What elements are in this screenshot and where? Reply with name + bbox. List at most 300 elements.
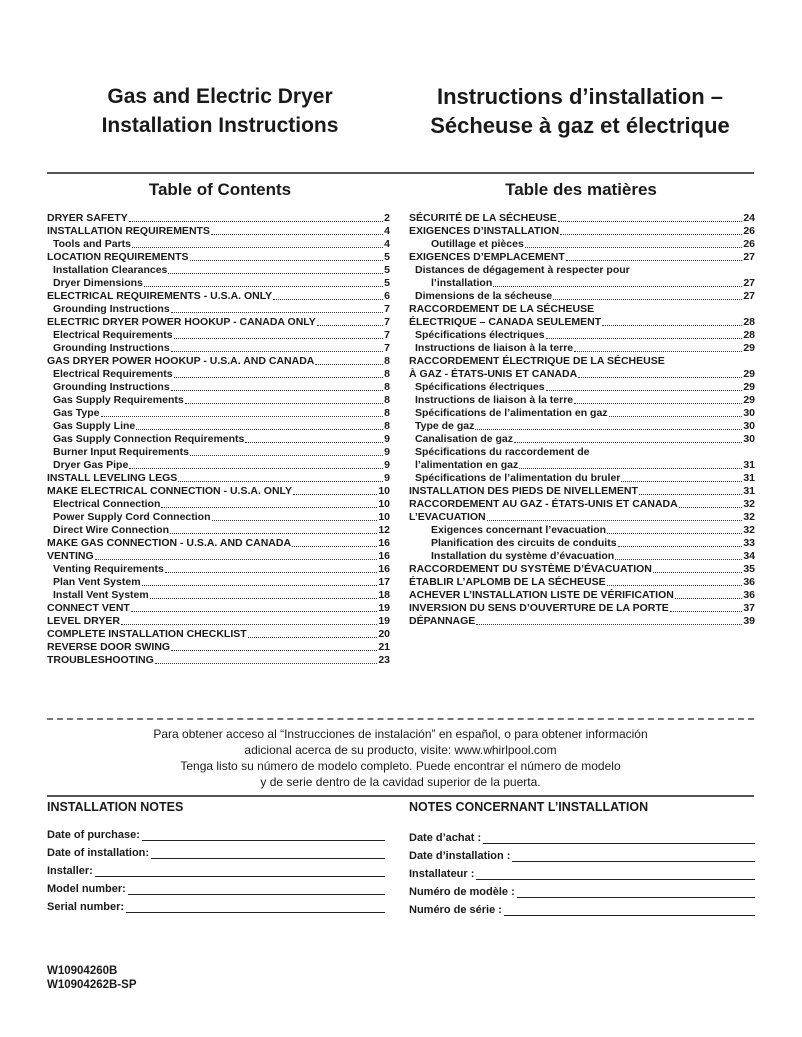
note-field-label: Numéro de série : xyxy=(409,904,502,916)
toc-dot-leader xyxy=(136,420,383,430)
header-divider xyxy=(47,172,754,174)
notes-divider xyxy=(47,795,754,797)
toc-entry-page: 16 xyxy=(378,550,390,562)
toc-entry[interactable] xyxy=(409,524,755,537)
toc-entry-page: 30 xyxy=(743,407,755,419)
toc-entry-label: ACHEVER L’INSTALLATION LISTE DE VÉRIFICATION xyxy=(409,589,674,601)
toc-entry-page: 30 xyxy=(743,420,755,432)
toc-dot-leader xyxy=(519,459,742,469)
toc-entry[interactable] xyxy=(47,537,390,550)
toc-entry[interactable] xyxy=(409,511,755,524)
toc-list-english xyxy=(47,212,390,667)
toc-entry-page: 27 xyxy=(743,277,755,289)
note-field[interactable] xyxy=(47,823,385,841)
english-title-line-2: Installation Instructions xyxy=(101,114,339,137)
note-field-label: Numéro de modèle : xyxy=(409,886,515,898)
toc-entry-label: VENTING xyxy=(47,550,94,562)
note-field-label: Date of installation: xyxy=(47,847,150,859)
toc-dot-leader xyxy=(607,576,743,586)
toc-dot-leader xyxy=(121,615,377,625)
toc-entry[interactable] xyxy=(47,290,390,303)
toc-dot-leader xyxy=(574,342,742,352)
toc-entry[interactable] xyxy=(409,615,755,628)
installation-notes-heading: INSTALLATION NOTES xyxy=(47,800,184,814)
toc-dot-leader xyxy=(165,563,377,573)
toc-entry-label: Instructions de liaison à la terre xyxy=(415,394,574,406)
toc-entry-label: CONNECT VENT xyxy=(47,602,130,614)
toc-entry[interactable] xyxy=(409,407,755,420)
toc-entry[interactable] xyxy=(409,485,755,498)
toc-entry-page: 29 xyxy=(743,342,755,354)
toc-dot-leader xyxy=(639,485,742,495)
toc-entry-page: 8 xyxy=(384,355,390,367)
toc-entry-label: ELECTRIC DRYER POWER HOOKUP - CANADA ONLY xyxy=(47,316,316,328)
toc-entry-page: 33 xyxy=(743,537,755,549)
note-field-blank-line[interactable] xyxy=(126,900,385,913)
notice-line-4: y de serie dentro de la cavidad superior de la puerta. xyxy=(260,775,541,789)
toc-entry-page: 18 xyxy=(378,589,390,601)
toc-entry[interactable] xyxy=(409,537,755,550)
toc-dot-leader xyxy=(174,329,384,339)
toc-entry-label: ÉTABLIR L’APLOMB DE LA SÉCHEUSE xyxy=(409,576,606,588)
toc-entry-page: 4 xyxy=(384,238,390,250)
toc-dot-leader xyxy=(514,433,742,443)
toc-entry-page: 24 xyxy=(743,212,755,224)
note-field[interactable] xyxy=(47,895,385,913)
toc-entry-page: 21 xyxy=(378,641,390,653)
notice-line-2: adicional acerca de su producto, visite: www.whirlpool.com xyxy=(244,743,557,757)
toc-entry-page: 34 xyxy=(743,550,755,562)
toc-entry-page: 31 xyxy=(743,485,755,497)
toc-entry-page: 29 xyxy=(743,394,755,406)
toc-entry-page: 20 xyxy=(378,628,390,640)
toc-list-french xyxy=(409,212,755,628)
toc-dot-leader xyxy=(675,589,742,599)
toc-dot-leader xyxy=(670,602,743,612)
toc-dot-leader xyxy=(546,381,743,391)
note-field[interactable] xyxy=(409,880,755,898)
toc-entry-label: Direct Wire Connection xyxy=(53,524,170,536)
toc-entry-page: 19 xyxy=(378,602,390,614)
toc-entry[interactable] xyxy=(409,472,755,485)
toc-entry-label: ELECTRICAL REQUIREMENTS - U.S.A. ONLY xyxy=(47,290,273,302)
note-field[interactable] xyxy=(409,844,755,862)
toc-entry-page: 36 xyxy=(743,576,755,588)
toc-dot-leader xyxy=(144,277,383,287)
toc-entry[interactable] xyxy=(409,329,755,342)
toc-entry[interactable] xyxy=(47,498,390,511)
toc-dot-leader xyxy=(475,420,742,430)
note-field-blank-line[interactable] xyxy=(142,828,385,841)
toc-entry-label: l’alimentation en gaz xyxy=(415,459,519,471)
toc-dot-leader xyxy=(615,550,742,560)
toc-dot-leader xyxy=(129,212,383,222)
note-field-blank-line[interactable] xyxy=(517,885,755,898)
toc-dot-leader xyxy=(171,342,383,352)
installation-notes-fields-french xyxy=(409,826,755,916)
toc-entry[interactable] xyxy=(409,355,755,368)
toc-dot-leader xyxy=(155,654,378,664)
toc-entry-page: 9 xyxy=(384,433,390,445)
toc-dot-leader xyxy=(171,381,383,391)
toc-dot-leader xyxy=(190,251,384,261)
toc-dot-leader xyxy=(212,511,378,521)
toc-entry-label: Tools and Parts xyxy=(53,238,131,250)
toc-entry[interactable] xyxy=(47,589,390,602)
toc-entry-label: Spécifications électriques xyxy=(415,381,545,393)
toc-entry[interactable] xyxy=(409,550,755,563)
toc-entry-label: Planification des circuits de conduits xyxy=(431,537,617,549)
note-field-blank-line[interactable] xyxy=(95,864,385,877)
note-field-blank-line[interactable] xyxy=(128,882,385,895)
toc-entry[interactable] xyxy=(409,394,755,407)
toc-entry-page: 37 xyxy=(743,602,755,614)
toc-entry-page: 2 xyxy=(384,212,390,224)
toc-entry[interactable] xyxy=(47,654,390,667)
toc-entry-page: 32 xyxy=(743,511,755,523)
toc-entry-label: ÉLECTRIQUE – CANADA SEULEMENT xyxy=(409,316,602,328)
toc-entry-page: 5 xyxy=(384,251,390,263)
toc-entry-label: À GAZ - ÉTATS-UNIS ET CANADA xyxy=(409,368,578,380)
toc-entry-page: 8 xyxy=(384,407,390,419)
toc-dot-leader xyxy=(131,602,377,612)
toc-entry-page: 27 xyxy=(743,251,755,263)
toc-entry-page: 29 xyxy=(743,381,755,393)
toc-entry-label: RACCORDEMENT DE LA SÉCHEUSE xyxy=(409,303,595,315)
toc-entry-label: COMPLETE INSTALLATION CHECKLIST xyxy=(47,628,247,640)
toc-entry-page: 19 xyxy=(378,615,390,627)
toc-dot-leader xyxy=(174,368,384,378)
note-field-blank-line[interactable] xyxy=(476,867,755,880)
toc-entry-label: Grounding Instructions xyxy=(53,342,170,354)
toc-entry[interactable] xyxy=(47,394,390,407)
toc-entry[interactable] xyxy=(409,576,755,589)
toc-entry-label: Instructions de liaison à la terre xyxy=(415,342,574,354)
toc-entry[interactable] xyxy=(409,498,755,511)
toc-dot-leader xyxy=(211,225,383,235)
toc-dot-leader xyxy=(317,316,383,326)
toc-entry-page: 7 xyxy=(384,303,390,315)
toc-entry[interactable] xyxy=(409,381,755,394)
toc-dot-leader xyxy=(609,407,743,417)
toc-entry-label: L’EVACUATION xyxy=(409,511,486,523)
note-field[interactable] xyxy=(47,859,385,877)
toc-entry-label: Spécifications électriques xyxy=(415,329,545,341)
toc-dot-leader xyxy=(574,394,742,404)
toc-entry-page: 9 xyxy=(384,459,390,471)
toc-entry[interactable] xyxy=(47,602,390,615)
toc-entry[interactable] xyxy=(409,264,755,277)
installation-notes-heading-french: NOTES CONCERNANT L’INSTALLATION xyxy=(409,800,649,814)
toc-entry-label: Distances de dégagement à respecter pour xyxy=(415,264,630,276)
toc-entry-label: INSTALL LEVELING LEGS xyxy=(47,472,178,484)
toc-entry-label: INSTALLATION DES PIEDS DE NIVELLEMENT xyxy=(409,485,638,497)
toc-entry-label: Grounding Instructions xyxy=(53,303,170,315)
toc-entry[interactable] xyxy=(409,368,755,381)
toc-entry-page: 39 xyxy=(743,615,755,627)
toc-dot-leader xyxy=(95,550,378,560)
toc-entry[interactable] xyxy=(47,342,390,355)
toc-entry[interactable] xyxy=(47,329,390,342)
toc-entry-label: INVERSION DU SENS D’OUVERTURE DE LA PORTE xyxy=(409,602,669,614)
toc-entry[interactable] xyxy=(47,550,390,563)
toc-entry[interactable] xyxy=(409,303,755,316)
toc-entry-label: Install Vent System xyxy=(53,589,149,601)
toc-dot-leader xyxy=(679,498,743,508)
toc-entry-label: Grounding Instructions xyxy=(53,381,170,393)
toc-dot-leader xyxy=(476,615,742,625)
toc-entry[interactable] xyxy=(409,589,755,602)
section-divider xyxy=(47,718,754,720)
toc-entry[interactable] xyxy=(47,446,390,459)
toc-entry-page: 23 xyxy=(378,654,390,666)
toc-heading-french: Table des matières xyxy=(505,180,657,199)
toc-entry[interactable] xyxy=(47,641,390,654)
toc-entry[interactable] xyxy=(409,238,755,251)
toc-entry-label: Electrical Requirements xyxy=(53,368,173,380)
toc-entry-page: 8 xyxy=(384,368,390,380)
note-field[interactable] xyxy=(409,898,755,916)
toc-entry-page: 12 xyxy=(378,524,390,536)
toc-dot-leader xyxy=(653,563,742,573)
toc-entry[interactable] xyxy=(47,524,390,537)
toc-entry-page: 8 xyxy=(384,394,390,406)
toc-dot-leader xyxy=(558,212,743,222)
toc-dot-leader xyxy=(161,498,377,508)
toc-entry[interactable] xyxy=(47,420,390,433)
note-field-label: Date d’achat : xyxy=(409,832,482,844)
french-title-line-1: Instructions d’installation – xyxy=(436,84,724,109)
note-field-label: Model number: xyxy=(47,883,126,895)
toc-entry-page: 26 xyxy=(743,238,755,250)
toc-entry-label: Installation du système d’évacuation xyxy=(431,550,615,562)
toc-entry[interactable] xyxy=(47,381,390,394)
toc-entry-page: 17 xyxy=(378,576,390,588)
toc-entry[interactable] xyxy=(409,290,755,303)
toc-entry-label: Electrical Requirements xyxy=(53,329,173,341)
toc-entry[interactable] xyxy=(47,225,390,238)
toc-entry-label: LOCATION REQUIREMENTS xyxy=(47,251,189,263)
toc-entry-label: Gas Supply Line xyxy=(53,420,136,432)
toc-entry-label: LEVEL DRYER xyxy=(47,615,120,627)
toc-entry[interactable] xyxy=(47,251,390,264)
toc-entry-label: l’installation xyxy=(431,277,493,289)
toc-dot-leader xyxy=(618,537,743,547)
toc-entry-label: Type de gaz xyxy=(415,420,475,432)
toc-entry-label: Spécifications du raccordement de xyxy=(415,446,590,458)
toc-entry[interactable] xyxy=(409,225,755,238)
toc-entry[interactable] xyxy=(47,563,390,576)
toc-entry[interactable] xyxy=(47,407,390,420)
toc-dot-leader xyxy=(129,459,383,469)
toc-dot-leader xyxy=(142,576,378,586)
toc-entry-page: 31 xyxy=(743,472,755,484)
toc-entry[interactable] xyxy=(409,212,755,225)
note-field-blank-line[interactable] xyxy=(151,846,385,859)
toc-entry[interactable] xyxy=(47,472,390,485)
toc-entry-label: DÉPANNAGE xyxy=(409,615,476,627)
toc-entry-label: Electrical Connection xyxy=(53,498,161,510)
toc-dot-leader xyxy=(273,290,383,300)
toc-entry[interactable] xyxy=(409,602,755,615)
note-field-blank-line[interactable] xyxy=(504,903,755,916)
toc-entry[interactable] xyxy=(47,277,390,290)
toc-entry-label: Gas Supply Requirements xyxy=(53,394,184,406)
toc-entry-page: 9 xyxy=(384,446,390,458)
toc-entry[interactable] xyxy=(409,251,755,264)
toc-entry[interactable] xyxy=(47,264,390,277)
toc-entry[interactable] xyxy=(409,420,755,433)
english-title-line-1: Gas and Electric Dryer xyxy=(107,85,333,108)
toc-dot-leader xyxy=(132,238,383,248)
french-title xyxy=(405,82,755,140)
toc-entry-page: 4 xyxy=(384,225,390,237)
toc-entry-page: 26 xyxy=(743,225,755,237)
toc-entry-page: 7 xyxy=(384,342,390,354)
toc-entry-page: 30 xyxy=(743,433,755,445)
toc-dot-leader xyxy=(578,368,742,378)
toc-entry-label: RACCORDEMENT AU GAZ - ÉTATS-UNIS ET CANADA xyxy=(409,498,678,510)
toc-entry-page: 36 xyxy=(743,589,755,601)
toc-entry-label: RACCORDEMENT DU SYSTÈME D’ÉVACUATION xyxy=(409,563,652,575)
toc-dot-leader xyxy=(525,238,743,248)
toc-entry-label: REVERSE DOOR SWING xyxy=(47,641,171,653)
toc-entry-page: 7 xyxy=(384,316,390,328)
french-title-line-2: Sécheuse à gaz et électrique xyxy=(430,113,730,138)
toc-dot-leader xyxy=(621,472,742,482)
note-field[interactable] xyxy=(47,841,385,859)
toc-entry-label: EXIGENCES D’INSTALLATION xyxy=(409,225,560,237)
toc-entry[interactable] xyxy=(47,316,390,329)
toc-entry[interactable] xyxy=(47,238,390,251)
toc-entry-label: Spécifications de l’alimentation en gaz xyxy=(415,407,608,419)
note-field[interactable] xyxy=(409,862,755,880)
toc-dot-leader xyxy=(602,316,742,326)
toc-entry[interactable] xyxy=(409,563,755,576)
toc-entry-page: 32 xyxy=(743,524,755,536)
toc-entry-label: MAKE GAS CONNECTION - U.S.A. AND CANADA xyxy=(47,537,292,549)
note-field-label: Date d’installation : xyxy=(409,850,511,862)
toc-entry-label: SÉCURITÉ DE LA SÉCHEUSE xyxy=(409,212,557,224)
toc-entry[interactable] xyxy=(47,433,390,446)
toc-entry[interactable] xyxy=(47,576,390,589)
toc-entry[interactable] xyxy=(47,485,390,498)
toc-dot-leader xyxy=(248,628,378,638)
toc-entry-page: 28 xyxy=(743,329,755,341)
toc-entry-label: Venting Requirements xyxy=(53,563,164,575)
toc-dot-leader xyxy=(607,524,742,534)
toc-entry-label: Gas Supply Connection Requirements xyxy=(53,433,245,445)
toc-dot-leader xyxy=(546,329,743,339)
note-field[interactable] xyxy=(409,826,755,844)
toc-entry[interactable] xyxy=(47,212,390,225)
notice-line-3: Tenga listo su número de modelo completo. Puede encontrar el número de modelo xyxy=(180,759,621,773)
toc-entry-page: 10 xyxy=(378,498,390,510)
toc-entry[interactable] xyxy=(409,433,755,446)
toc-entry-page: 7 xyxy=(384,329,390,341)
toc-entry[interactable] xyxy=(409,459,755,472)
toc-entry-page: 10 xyxy=(378,485,390,497)
toc-entry-page: 35 xyxy=(743,563,755,575)
toc-entry-label: Canalisation de gaz xyxy=(415,433,514,445)
toc-entry-page: 5 xyxy=(384,264,390,276)
note-field-blank-line[interactable] xyxy=(512,849,755,862)
toc-dot-leader xyxy=(190,446,383,456)
toc-dot-leader xyxy=(493,277,742,287)
toc-entry-page: 6 xyxy=(384,290,390,302)
toc-dot-leader xyxy=(171,641,377,651)
toc-entry-page: 32 xyxy=(743,498,755,510)
toc-entry[interactable] xyxy=(47,511,390,524)
note-field-label: Installer: xyxy=(47,865,93,877)
toc-dot-leader xyxy=(566,251,743,261)
notice-line-1: Para obtener acceso al “Instrucciones de instalación” en español, o para obtener información xyxy=(153,727,648,741)
document-numbers xyxy=(47,964,137,992)
toc-entry-label: Plan Vent System xyxy=(53,576,141,588)
toc-entry[interactable] xyxy=(47,368,390,381)
toc-dot-leader xyxy=(178,472,383,482)
toc-entry-label: RACCORDEMENT ÉLECTRIQUE DE LA SÉCHEUSE xyxy=(409,355,665,367)
toc-entry-label: DRYER SAFETY xyxy=(47,212,128,224)
note-field-label: Serial number: xyxy=(47,901,125,913)
toc-entry-page: 5 xyxy=(384,277,390,289)
toc-entry-page: 8 xyxy=(384,420,390,432)
toc-entry-label: TROUBLESHOOTING xyxy=(47,654,154,666)
toc-dot-leader xyxy=(292,537,377,547)
toc-entry-label: Dimensions de la sécheuse xyxy=(415,290,553,302)
toc-entry-page: 16 xyxy=(378,537,390,549)
toc-entry-page: 28 xyxy=(743,316,755,328)
toc-entry[interactable] xyxy=(409,446,755,459)
note-field-label: Date of purchase: xyxy=(47,829,140,841)
toc-entry-label: Burner Input Requirements xyxy=(53,446,189,458)
toc-dot-leader xyxy=(293,485,377,495)
toc-dot-leader xyxy=(170,524,377,534)
toc-dot-leader xyxy=(171,303,383,313)
toc-entry[interactable] xyxy=(409,277,755,290)
toc-entry-label: Gas Type xyxy=(53,407,100,419)
toc-entry-label: Spécifications de l’alimentation du bruler xyxy=(415,472,621,484)
toc-entry-page: 29 xyxy=(743,368,755,380)
toc-entry[interactable] xyxy=(47,459,390,472)
toc-entry-page: 31 xyxy=(743,459,755,471)
toc-entry-label: GAS DRYER POWER HOOKUP - U.S.A. AND CANADA xyxy=(47,355,315,367)
toc-entry-label: Dryer Dimensions xyxy=(53,277,143,289)
toc-dot-leader xyxy=(245,433,383,443)
toc-entry[interactable] xyxy=(47,615,390,628)
toc-heading-english: Table of Contents xyxy=(148,180,292,199)
toc-entry[interactable] xyxy=(47,355,390,368)
toc-entry[interactable] xyxy=(409,342,755,355)
note-field[interactable] xyxy=(47,877,385,895)
toc-entry[interactable] xyxy=(47,303,390,316)
toc-dot-leader xyxy=(150,589,378,599)
toc-entry-label: MAKE ELECTRICAL CONNECTION - U.S.A. ONLY xyxy=(47,485,293,497)
toc-entry-page: 27 xyxy=(743,290,755,302)
note-field-blank-line[interactable] xyxy=(483,831,755,844)
toc-entry-page: 8 xyxy=(384,381,390,393)
toc-dot-leader xyxy=(487,511,743,521)
toc-entry-label: Installation Clearances xyxy=(53,264,168,276)
toc-entry-page: 10 xyxy=(378,511,390,523)
toc-entry-label: Exigences concernant l’evacuation xyxy=(431,524,607,536)
toc-entry[interactable] xyxy=(47,628,390,641)
toc-entry-label: INSTALLATION REQUIREMENTS xyxy=(47,225,210,237)
document-number-primary: W10904260B xyxy=(47,965,118,977)
toc-dot-leader xyxy=(553,290,742,300)
toc-dot-leader xyxy=(101,407,384,417)
toc-entry[interactable] xyxy=(409,316,755,329)
